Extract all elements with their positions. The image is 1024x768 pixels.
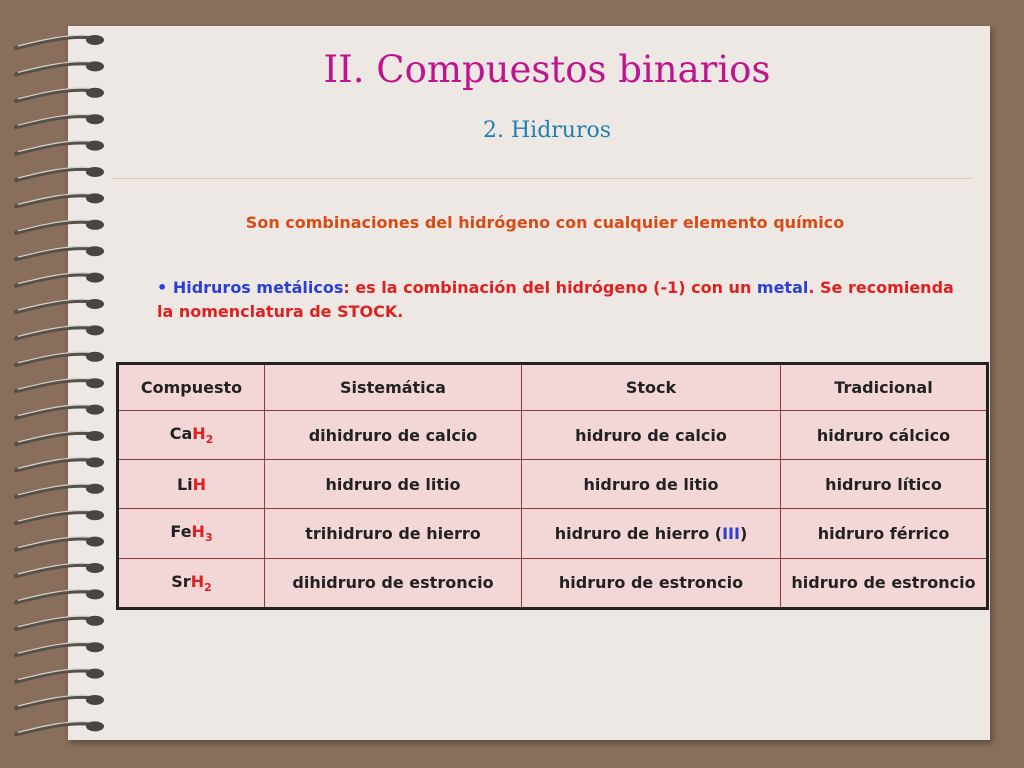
- spiral-hole: [86, 537, 104, 547]
- formula-cell: SrH$_2$: [118, 558, 265, 608]
- spiral-coil: [16, 37, 96, 48]
- bullet-sep: :: [343, 278, 350, 297]
- stock-cell: hidruro de estroncio: [522, 558, 781, 608]
- slide-subtitle: 2. Hidruros: [482, 118, 612, 143]
- bullet-marker: •: [157, 278, 168, 297]
- table-row: [118, 558, 988, 608]
- header-stock: Stock: [522, 364, 781, 411]
- spiral-coil: [16, 169, 96, 180]
- bullet-text-2: . Se recomienda la nomenclatura de STOCK.: [157, 278, 954, 321]
- spiral-coil: [16, 565, 96, 576]
- spiral-hole: [86, 246, 104, 256]
- bullet-text-1: es la combinación del hidrógeno (-1) con un: [349, 278, 757, 297]
- spiral-coil: [16, 459, 96, 470]
- spiral-hole: [86, 589, 104, 599]
- spiral-hole: [86, 642, 104, 652]
- header-sistematica: Sistemática: [265, 364, 522, 411]
- tradicional-cell: hidruro férrico: [781, 509, 988, 558]
- spiral-coil: [16, 380, 96, 391]
- spiral-coil: [16, 354, 96, 365]
- spiral-hole: [86, 721, 104, 731]
- spiral-coil: [16, 539, 96, 550]
- table-row: [118, 411, 988, 460]
- spiral-hole: [86, 405, 104, 415]
- spiral-coil: [16, 301, 96, 312]
- spiral-hole: [86, 431, 104, 441]
- spiral-coil: [16, 591, 96, 602]
- tradicional-cell: hidruro lítico: [781, 460, 988, 509]
- spiral-coil: [16, 222, 96, 233]
- bullet-metal: metal: [756, 278, 809, 297]
- spiral-hole: [86, 378, 104, 388]
- spiral-coil: [16, 512, 96, 523]
- formula-cell: LiH: [118, 460, 265, 509]
- sistematica-cell: hidruro de litio: [265, 460, 522, 509]
- sistematica-cell: dihidruro de calcio: [265, 411, 522, 460]
- spiral-coil: [16, 143, 96, 154]
- spiral-coil: [16, 195, 96, 206]
- spiral-hole: [86, 299, 104, 309]
- spiral-coil: [16, 433, 96, 444]
- spiral-hole: [86, 695, 104, 705]
- spiral-coil: [16, 486, 96, 497]
- spiral-hole: [86, 193, 104, 203]
- table-row: [118, 460, 988, 509]
- stock-cell: hidruro de calcio: [522, 411, 781, 460]
- spiral-coil: [16, 671, 96, 682]
- spiral-hole: [86, 510, 104, 520]
- spiral-coil: [16, 90, 96, 101]
- table-header-row: [118, 364, 988, 411]
- spiral-hole: [86, 167, 104, 177]
- header-tradicional: Tradicional: [781, 364, 988, 411]
- spiral-hole: [86, 273, 104, 283]
- spiral-binding: [0, 0, 120, 768]
- oxidation-state: III: [722, 524, 740, 544]
- spiral-coil: [16, 644, 96, 655]
- hydrides-table: [116, 362, 989, 610]
- spiral-hole: [86, 457, 104, 467]
- sistematica-cell: trihidruro de hierro: [265, 509, 522, 558]
- spiral-hole: [86, 35, 104, 45]
- spiral-hole: [86, 669, 104, 679]
- bullet-term: Hidruros metálicos: [172, 278, 344, 297]
- slide-title: II. Compuestos binarios: [323, 48, 771, 91]
- bullet-paragraph: [157, 276, 957, 324]
- spiral-hole: [86, 352, 104, 362]
- spiral-coil: [16, 327, 96, 338]
- divider-line: [112, 178, 972, 179]
- spiral-coil: [16, 723, 96, 734]
- spiral-hole: [86, 563, 104, 573]
- stock-cell: hidruro de hierro (III): [522, 509, 781, 558]
- spiral-coil: [16, 248, 96, 259]
- tradicional-cell: hidruro de estroncio: [781, 558, 988, 608]
- sistematica-cell: dihidruro de estroncio: [265, 558, 522, 608]
- formula-cell: FeH$_3$: [118, 509, 265, 558]
- intro-text: Son combinaciones del hidrógeno con cualquier elemento químico: [245, 213, 845, 232]
- spiral-hole: [86, 220, 104, 230]
- spiral-hole: [86, 616, 104, 626]
- stock-cell: hidruro de litio: [522, 460, 781, 509]
- spiral-coil: [16, 697, 96, 708]
- spiral-coil: [16, 275, 96, 286]
- table-row: [118, 509, 988, 558]
- header-compuesto: Compuesto: [118, 364, 265, 411]
- spiral-hole: [86, 484, 104, 494]
- spiral-coil: [16, 407, 96, 418]
- spiral-coil: [16, 618, 96, 629]
- formula-cell: CaH$_2$: [118, 411, 265, 460]
- tradicional-cell: hidruro cálcico: [781, 411, 988, 460]
- spiral-hole: [86, 325, 104, 335]
